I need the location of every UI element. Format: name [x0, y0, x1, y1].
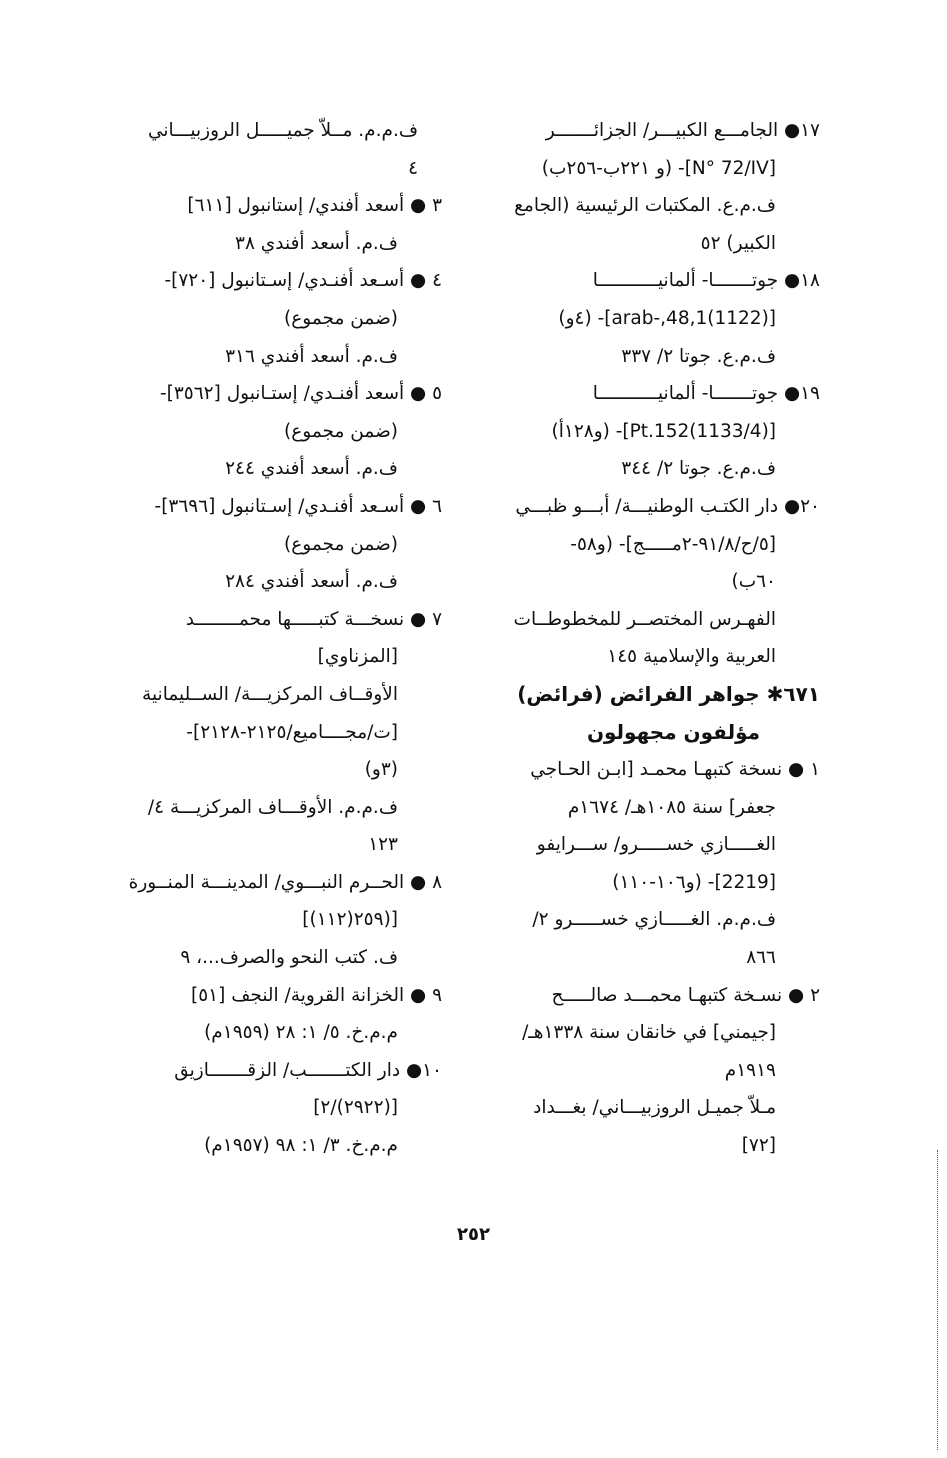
entry-detail-line: [٥/ح/٩١/٨-٢مـــــج]- (و٥٨- — [570, 533, 776, 555]
entry-detail-line: [N° 72/IV]- (و ٢٢١ب-٢٥٦ب) — [541, 157, 776, 179]
entry-detail-line: [(1122)arab-,48,1]- (٤و) — [558, 307, 776, 329]
entry-detail-line: ف.م.ع. جوتا ٢/ ٣٤٤ — [621, 458, 776, 480]
entry-detail-line: مـلاّ جميـل الروزبيـــاني/ بغـــداد — [533, 1097, 776, 1119]
entry-detail-line: ٦٠ب) — [731, 571, 776, 593]
entry-detail-line: ف.م.م. الغـــــازي خســـــرو ٢/ — [532, 909, 776, 931]
entry-detail-line: العربية والإسلامية ١٤٥ — [607, 646, 776, 668]
entry-detail-line: [المزناوي] — [317, 646, 398, 668]
entry-line: ٧ ● نسخـــة كتبـــــها محمــــــــد — [185, 608, 442, 630]
entry-line: ٨ ● الحــرم النبـــوي/ المدينـــة المنــورة — [128, 871, 442, 893]
entry-detail-line: [ت/مجــــاميع/٢١٢٥-٢١٢٨]- — [186, 721, 398, 743]
entry-detail-line: الكبير) ٥٢ — [700, 232, 776, 254]
section-heading: مؤلفون مجهولون — [586, 719, 760, 744]
entry-detail-line: م.م.خ. ٣/ ١: ٩٨ (١٩٥٧م) — [204, 1135, 398, 1157]
entry-detail-line: ١٩١٩م — [724, 1059, 776, 1081]
entry-line: ٢ ● نسـخة كتبهـا محمـــد صالـــــح — [551, 984, 820, 1006]
entry-line: ١٧● الجامـــع الكبيـــر/ الجزائـــــــر — [545, 120, 820, 141]
entry-detail-line: [(٢٥٩(١١٢)] — [302, 909, 398, 931]
entry-detail-line: (٣و) — [364, 759, 398, 781]
entry-detail-line: ٤ — [408, 157, 418, 179]
entry-detail-line: جعفر] سنة ١٠٨٥هـ/ ١٦٧٤م — [567, 796, 776, 818]
entry-detail-line: الفهـرس المختصــر للمخطوطــات — [513, 608, 776, 630]
entry-detail-line: ف.م. أسعد أفندي ٣٨ — [235, 232, 398, 254]
section-heading: ٦٧١✱ جواهر الفرائض (فرائض) — [517, 681, 820, 706]
entry-line: ١٨● جوتـــــــا- ألمانيـــــــــــا — [592, 270, 820, 292]
entry-detail-line: [(1133/4)Pt.152]- (و١٢٨أ) — [551, 420, 776, 442]
margin-dotted-rule — [937, 1150, 938, 1450]
entry-detail-line: ف.م.م. مــلاّ جميـــــل الروزبيـــاني — [147, 120, 418, 141]
entry-line: ١٩● جوتـــــــا- ألمانيـــــــــــا — [592, 383, 820, 405]
entry-detail-line: ف.م.ع. المكتبات الرئيسية (الجامع — [514, 195, 776, 217]
entry-detail-line: (ضمن مجموع) — [284, 533, 398, 555]
entry-line: ٩ ● الخزانة القروية/ النجف [٥١] — [191, 984, 442, 1006]
entry-line: ٣ ● أسعد أفندي/ إستانبول [٦١١] — [187, 195, 442, 217]
entry-line: ٥ ● أسعد أفنـدي/ إستـانبول [٣٥٦٢]- — [159, 383, 442, 405]
entry-detail-line: [2219]- (و١٠٦-١١٠) — [612, 871, 776, 893]
entry-line: ٤ ● أسـعد أفنـدي/ إسـتانبول [٧٢٠]- — [164, 270, 442, 292]
entry-line: ١٠● دار الكتـــــــب/ الزقـــــــازيق — [174, 1059, 442, 1081]
entry-detail-line: الغـــــازي خســـــرو/ ســـرايفو — [536, 834, 776, 856]
entry-line: ٦ ● أسـعد أفنـدي/ إسـتانبول [٣٦٩٦]- — [154, 495, 442, 517]
entry-detail-line: ف. كتب النحو والصرف...، ٩ — [180, 947, 398, 969]
entry-detail-line: (ضمن مجموع) — [284, 420, 398, 442]
entry-line: ٢٠● دار الكتـب الوطنيـــة/ أبـــو ظبـــي — [515, 495, 820, 517]
page-number: ٢٥٢ — [457, 1224, 490, 1245]
entry-line: ١ ● نسخة كتبهـا محمـد [ابـن الحـاجي — [530, 759, 820, 781]
entry-detail-line: ف.م.م. الأوقـــاف المركزيـــة ٤/ — [147, 796, 398, 818]
entry-detail-line: ف.م. أسعد أفندي ٢٨٤ — [225, 571, 398, 593]
entry-detail-line: [جيمني] في خانقان سنة ١٣٣٨هـ/ — [522, 1022, 776, 1044]
left-column — [96, 112, 442, 1165]
entry-detail-line: ٨٦٦ — [746, 947, 776, 969]
right-column — [484, 112, 820, 1165]
entry-detail-line: ف.م. أسعد أفندي ٣١٦ — [225, 345, 398, 367]
entry-detail-line: ف.م.ع. جوتا ٢/ ٣٣٧ — [621, 345, 776, 367]
entry-detail-line: ف.م. أسعد أفندي ٢٤٤ — [225, 458, 398, 480]
entry-detail-line: م.م.خ. ٥/ ١: ٢٨ (١٩٥٩م) — [204, 1022, 398, 1044]
entry-detail-line: [٧٢] — [741, 1135, 776, 1157]
entry-detail-line: ١٢٣ — [368, 834, 398, 856]
entry-detail-line: الأوقــاف المركزيـــة/ الســليمانية — [142, 683, 398, 705]
entry-detail-line: (ضمن مجموع) — [284, 307, 398, 329]
entry-detail-line: [(٢٩٢٢)/٢] — [313, 1097, 398, 1119]
